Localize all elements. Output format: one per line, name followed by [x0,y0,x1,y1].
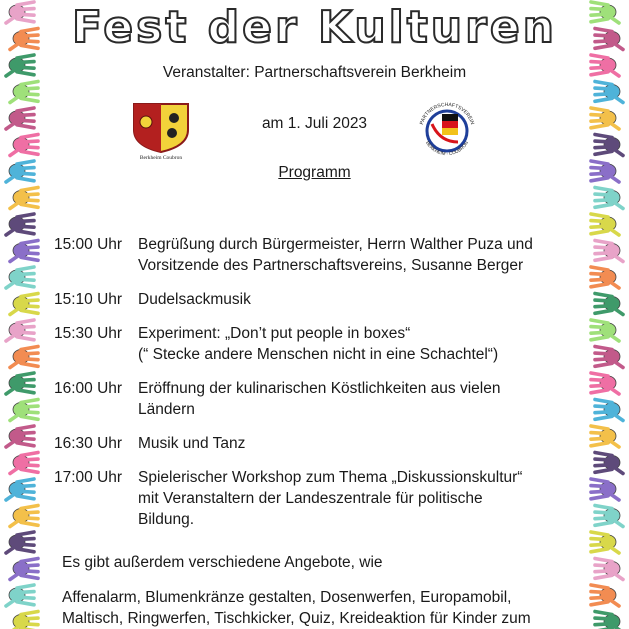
poster-title: Fest der Kulturen [72,2,557,53]
hand-print [10,506,38,527]
program-description [138,323,579,365]
hand-print [6,532,34,553]
hand-print [6,426,34,447]
hand-print [595,135,623,156]
logo-bottom-text: BERKHEIM - COUBRON [424,140,470,157]
program-description-line: Vorsitzende des Partnerschaftsvereins, Susanne Berger [138,257,524,274]
hand-print [10,294,38,315]
hand-print [591,479,619,500]
hand-print [6,267,34,288]
program-description-line: Ländern [138,401,195,418]
program-time: 15:30 Uhr [54,325,123,342]
program-time: 15:00 Uhr [54,236,123,253]
program-time: 15:10 Uhr [54,291,123,308]
hand-print [591,373,619,394]
program-entry [54,323,579,365]
program-description-line: Begrüßung durch Bürgermeister, Herrn Walther Puza und [138,236,533,253]
offers-line: Affenalarm, Blumenkränze gestalten, Dosenwerfen, Europamobil, [62,589,512,606]
logo-top-text: PARTNERSCHAFTSVEREIN [418,101,476,126]
program-time: 17:00 Uhr [54,469,123,486]
hand-print [10,400,38,421]
hand-print [595,294,623,315]
program-entry [54,378,579,420]
hand-print [10,135,38,156]
hand-print [10,612,38,629]
organizer-line: Veranstalter: Partnerschaftsverein Berkheim [162,64,467,81]
program-time: 16:00 Uhr [54,380,123,397]
hand-print [10,188,38,209]
program-description [138,467,579,530]
hand-print [6,479,34,500]
program-description-line: Bildung. [138,511,195,528]
event-date: am 1. Juli 2023 [261,115,368,132]
hand-print [591,320,619,341]
hand-print-border-right [585,0,629,629]
hand-print [10,453,38,474]
hand-print [6,214,34,235]
hand-print [6,585,34,606]
program-list [54,234,579,543]
hand-print [595,347,623,368]
offers-list [62,587,531,629]
program-entry [54,289,579,310]
program-description [138,433,579,454]
program-description-line: mit Veranstaltern der Landeszentrale für politische [138,490,483,507]
program-description [138,289,579,310]
hand-print [595,453,623,474]
hand-print [595,559,623,580]
hand-print [595,400,623,421]
program-entry [54,234,579,276]
hand-print [6,373,34,394]
hand-print [10,241,38,262]
hand-print [591,214,619,235]
hand-print [10,347,38,368]
program-time: 16:30 Uhr [54,435,123,452]
program-heading: Programm [278,164,351,181]
hand-print-border-left [0,0,44,629]
program-description-line: Experiment: „Don’t put people in boxes“ [138,325,411,342]
hand-print [591,426,619,447]
hand-print [595,506,623,527]
hand-print [595,241,623,262]
hand-print [6,320,34,341]
program-description [138,378,579,420]
hand-print [595,82,623,103]
program-description-line: Spielerischer Workshop zum Thema „Diskussionskultur“ [138,469,523,486]
program-description-line: (“ Stecke andere Menschen nicht in eine Schachtel“) [138,346,499,363]
program-description-line: Musik und Tanz [138,435,246,452]
hand-print [10,559,38,580]
crest-caption: Berkheim Coubron [139,155,183,160]
program-description-line: Eröffnung der kulinarischen Köstlichkeiten aus vielen [138,380,501,397]
hand-print [591,585,619,606]
program-entry [54,433,579,454]
hand-print [595,188,623,209]
offers-intro: Es gibt außerdem verschiedene Angebote, wie [62,554,383,571]
program-entry [54,467,579,530]
hand-print [591,532,619,553]
hand-print [591,267,619,288]
program-description-line: Dudelsackmusik [138,291,251,308]
offers-line: Maltisch, Ringwerfen, Tischkicker, Quiz, Kreideaktion für Kinder zum [62,610,531,627]
hand-print [10,82,38,103]
program-description [138,234,579,276]
hand-print [595,612,623,629]
